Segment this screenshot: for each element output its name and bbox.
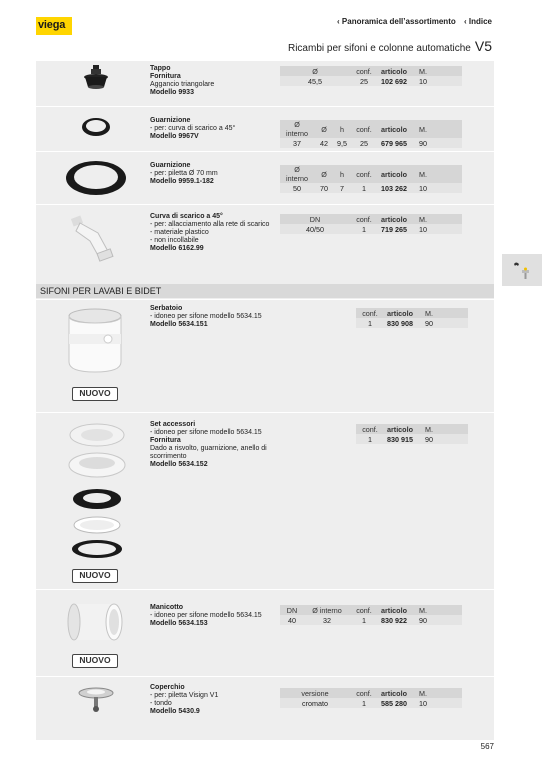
nav-link-indice[interactable]: ‹ Indice [463, 17, 492, 26]
product-row [36, 412, 494, 588]
spec-table: Ø interno Ø h conf. articolo M. 50 70 7 1 103 262 10 [280, 165, 462, 193]
spec-table: DN Ø interno conf. articolo M. 40 32 1 830 922 90 [280, 605, 462, 625]
product-row [36, 151, 494, 203]
article-number[interactable]: 585 280 [378, 698, 416, 708]
spec-table: DN conf. articolo M. 40/50 1 719 265 10 [280, 214, 462, 234]
new-badge: NUOVO [72, 569, 118, 583]
top-navigation [337, 17, 492, 26]
viega-logo: viega [36, 17, 72, 35]
article-number[interactable]: 830 915 [384, 434, 422, 444]
product-row [36, 204, 494, 283]
product-description: Tappo Fornitura Aggancio triangolare Modello 9933 [150, 65, 215, 96]
spec-table: conf. articolo M. 1 830 908 90 [356, 308, 468, 328]
product-list [36, 60, 494, 740]
article-number[interactable]: 719 265 [378, 224, 416, 234]
article-number[interactable]: 679 965 [378, 138, 416, 148]
product-row [36, 589, 494, 675]
product-description: Set accessori - idoneo per sifone modello 5634.15 Fornitura Dado a risvolto, guarnizione, anello di scorrimento Modello 5634.152 [150, 421, 267, 468]
sleeve-image [66, 600, 126, 644]
article-number[interactable]: 830 922 [378, 615, 416, 625]
spec-table: conf. articolo M. 1 830 915 90 [356, 424, 468, 444]
article-number[interactable]: 102 692 [378, 76, 416, 86]
elbow-pipe-image [70, 213, 120, 263]
faucet-icon [510, 260, 534, 282]
new-badge: NUOVO [72, 387, 118, 401]
product-row [36, 60, 494, 105]
product-description: Guarnizione - per: curva di scarico a 45° Modello 9967V [150, 117, 236, 140]
page-subtitle: Ricambi per sifoni e colonne automatiche V5 [287, 38, 492, 54]
product-description: Coperchio - per: piletta Visign V1 - tondo Modello 5430.9 [150, 684, 219, 715]
product-row [36, 676, 494, 740]
flat-gasket-image [64, 158, 128, 198]
tank-image [64, 306, 126, 378]
spec-table: Ø conf. articolo M. 45,5 25 102 692 10 [280, 66, 462, 86]
product-description: Manicotto - idoneo per sifone modello 5634.15 Modello 5634.153 [150, 604, 262, 627]
product-description: Guarnizione - per: piletta Ø 70 mm Modello 9959.1-182 [150, 162, 218, 185]
chapter-code: V5 [474, 38, 492, 54]
spec-table: versione conf. articolo M. cromato 1 585 280 10 [280, 688, 462, 708]
page-number: 567 [480, 742, 494, 751]
product-row [36, 106, 494, 150]
gasket-image [80, 113, 112, 141]
product-row [36, 299, 494, 411]
chapter-side-tab[interactable] [502, 254, 542, 286]
new-badge: NUOVO [72, 654, 118, 668]
section-heading: SIFONI PER LAVABI E BIDET [36, 284, 494, 298]
plug-stopper-image [76, 65, 116, 95]
nav-link-panoramica[interactable]: ‹ Panoramica dell’assortimento [337, 17, 456, 26]
accessory-set-image [64, 421, 130, 561]
spec-table: Ø interno Ø h conf. articolo M. 37 42 9,5 25 679 965 90 [280, 120, 462, 148]
article-number[interactable]: 830 908 [384, 318, 422, 328]
article-number[interactable]: 103 262 [378, 183, 416, 193]
product-description: Serbatoio - idoneo per sifone modello 5634.15 Modello 5634.151 [150, 305, 262, 328]
cover-cap-image [76, 685, 116, 715]
product-description: Curva di scarico a 45° - per: allacciamento alla rete di scarico - materiale plastico - non incollabile Modello 6162.99 [150, 213, 270, 252]
